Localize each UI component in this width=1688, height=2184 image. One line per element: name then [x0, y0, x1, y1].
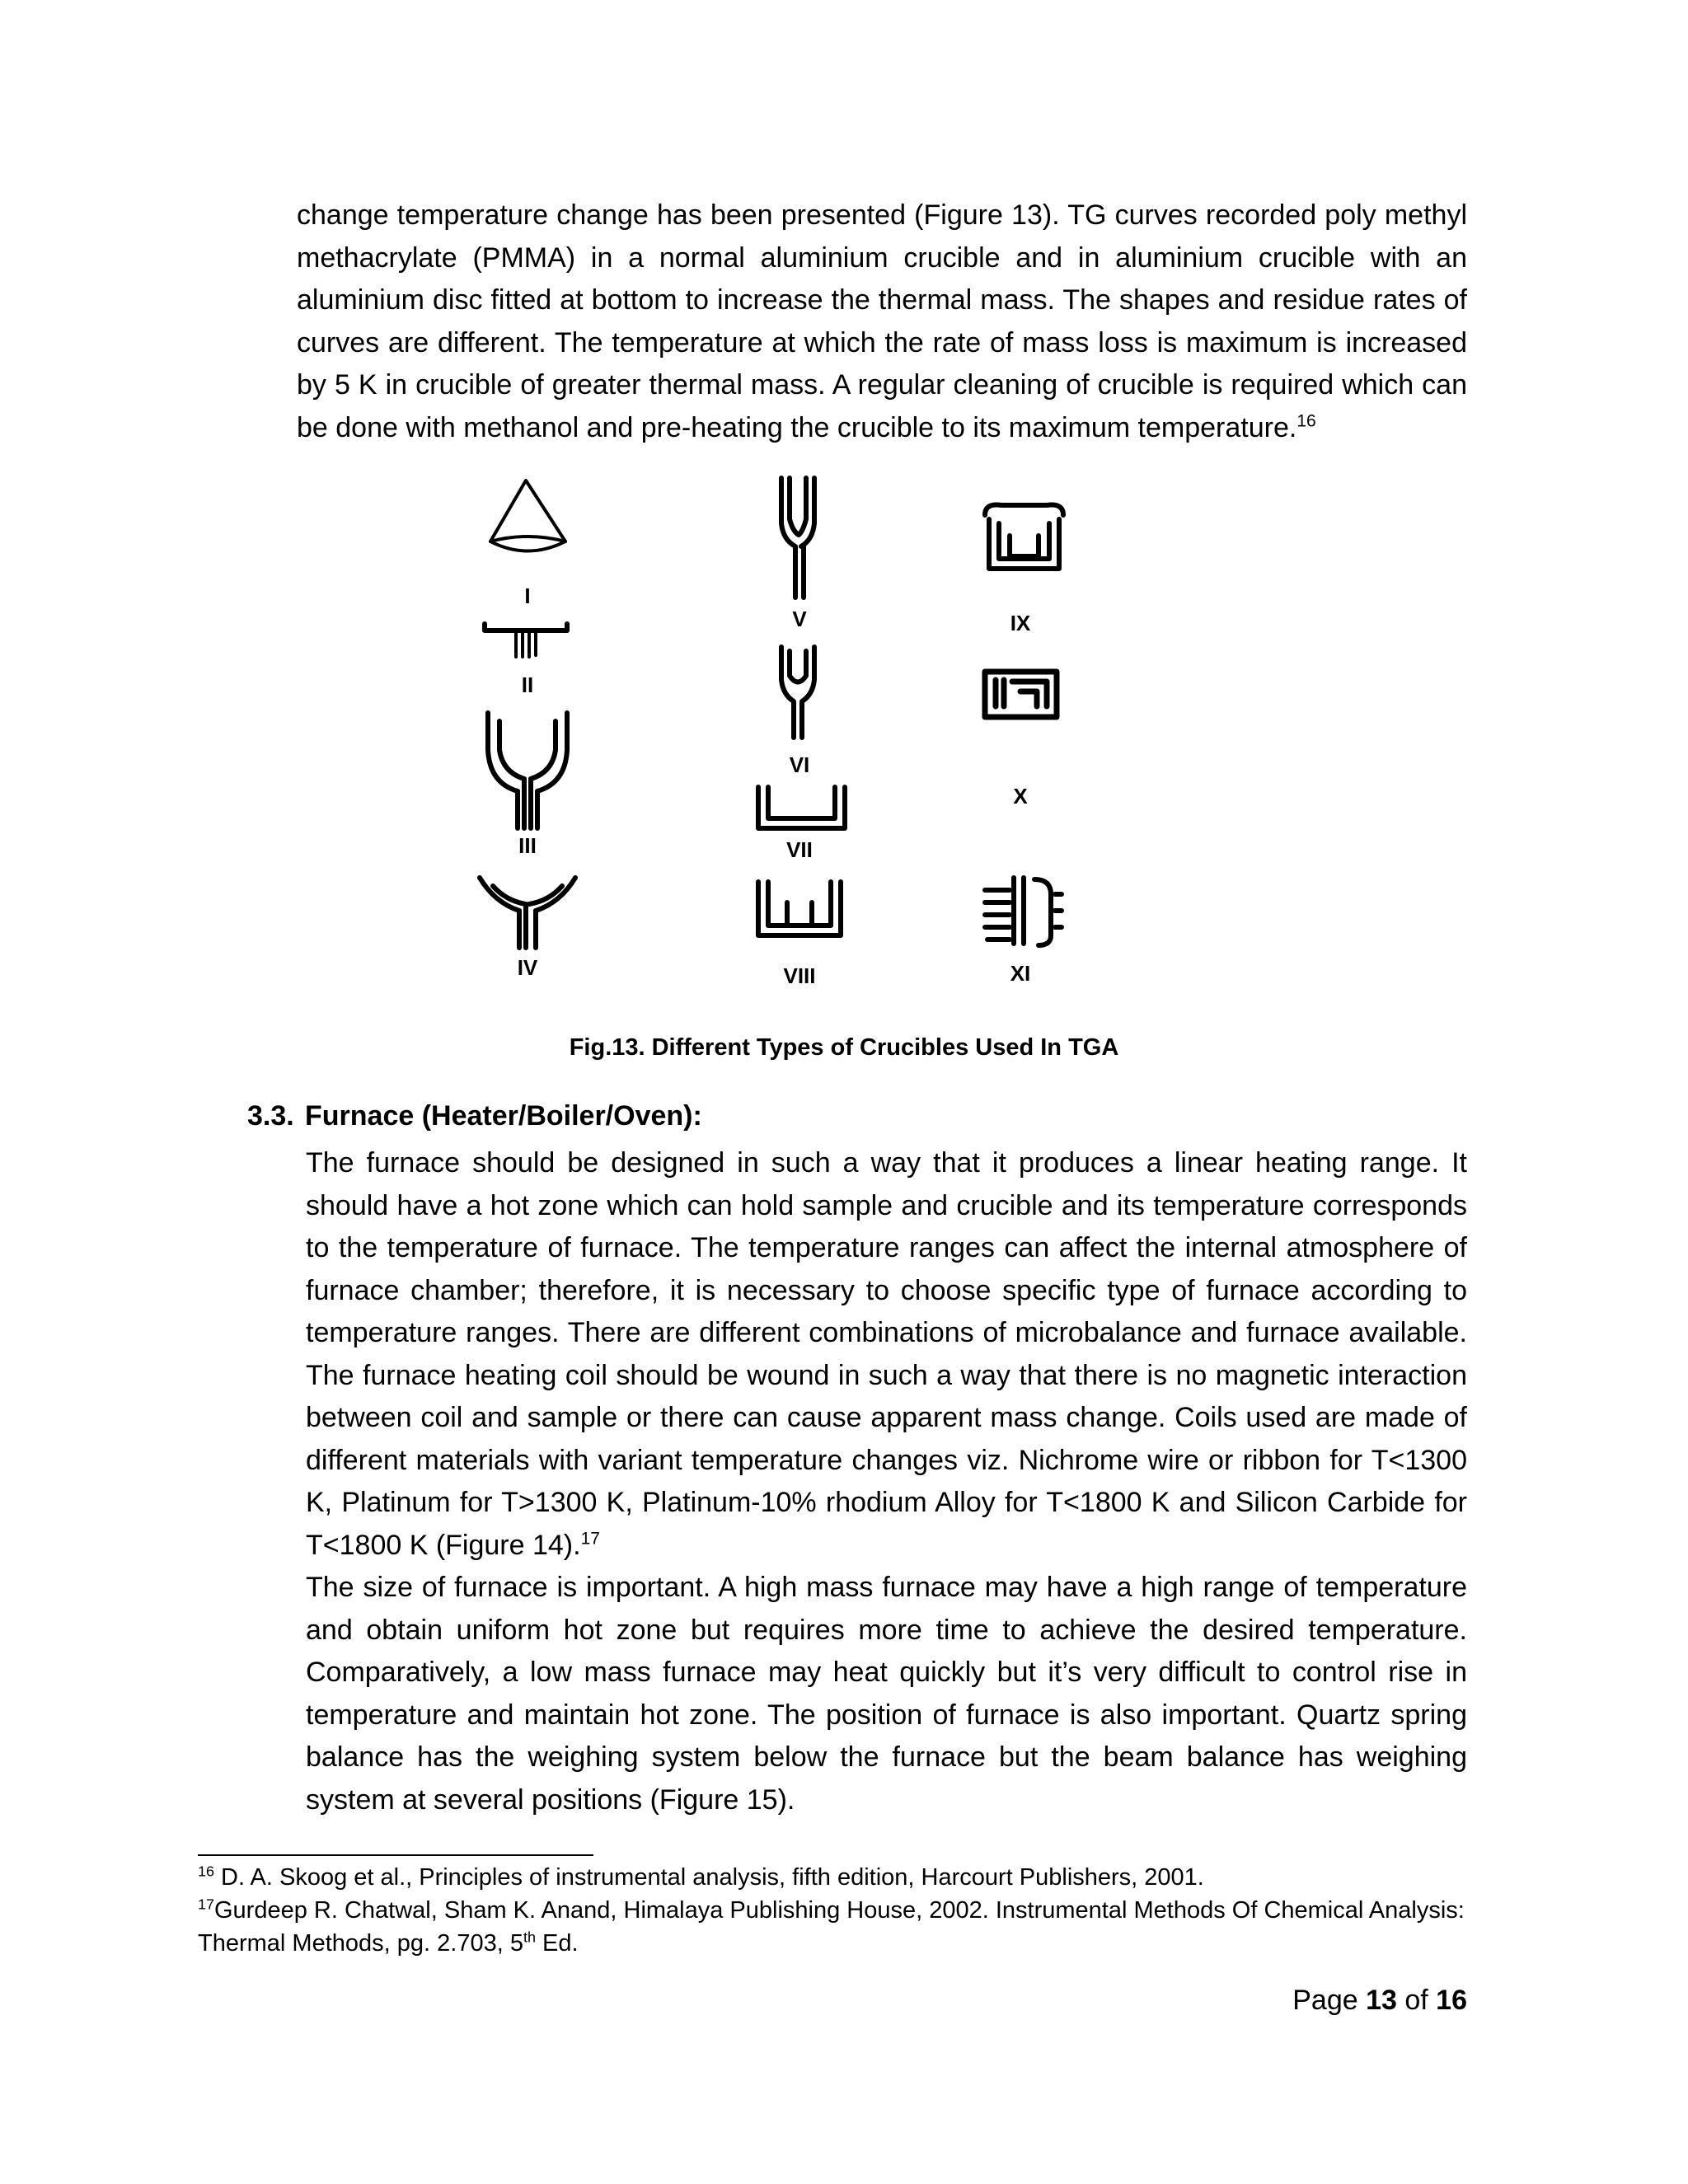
footnote-ref-17: 17 [580, 1529, 601, 1549]
crucible-ix [985, 505, 1063, 569]
page-total: 16 [1436, 1985, 1467, 2016]
label-v: V [792, 607, 807, 631]
section-heading [247, 1100, 702, 1132]
crucible-v [781, 478, 814, 598]
footnote-17-end: Ed. [535, 1930, 579, 1957]
page-current: 13 [1366, 1985, 1397, 2016]
label-vii: VII [786, 837, 813, 862]
furnace-paragraph-1-text: The furnace should be designed in such a way that it produces a linear heating range. It should have a hot zone which can hold sample and crucible and its temperature corresponds to the temperature of furnace. The temperature ranges can affect the internal atmosphere of furnace chamber; therefore, it is necessary to choose specific type of furnace according to temperature ranges. There are different combinations of microbalance and furnace available. The furnace heating coil should be wound in such a way that there is no magnetic interaction between coil and sample or there can cause apparent mass change. Coils used are made of different materials with variant temperature changes viz. Nichrome wire or ribbon for T<1300 K, Platinum for T>1300 K, Platinum-10% rhodium Alloy for T<1800 K and Silicon Carbide for T<1800 K (Figure 14). [306, 1147, 1467, 1561]
crucible-drawings [470, 474, 1212, 1001]
page-middle: of [1396, 1985, 1437, 2016]
furnace-paragraph-2: The size of furnace is important. A high mass furnace may have a high range of temperature and obtain uniform hot zone but requires more time to achieve the desired temperature. Comparatively, a low mass furnace may heat quickly but it’s very difficult to control rise in temperature and maintain hot zone. The position of furnace is also important. Quartz spring balance has the weighing system below the furnace but the beam balance has weighing system at several positions (Figure 15). [306, 1572, 1467, 1816]
crucible-vi [781, 647, 814, 738]
footnote-16 [198, 1861, 1484, 1894]
label-vi: VI [789, 752, 810, 777]
crucible-iv [480, 878, 575, 948]
label-iii: III [518, 833, 537, 858]
crucible-xi [985, 878, 1062, 945]
label-iv: IV [517, 955, 538, 980]
footnote-ref-16: 16 [1296, 411, 1316, 431]
label-xi: XI [1010, 961, 1031, 986]
section-title: Furnace (Heater/Boiler/Oven): [305, 1100, 702, 1132]
footnote-16-marker: 16 [198, 1863, 214, 1880]
label-i: I [524, 583, 531, 608]
furnace-paragraph-1 [306, 1142, 1467, 1567]
crucible-vii [758, 787, 845, 828]
page-number [1292, 1985, 1467, 2017]
label-viii: VIII [783, 963, 816, 988]
footnote-17-text: Gurdeep R. Chatwal, Sham K. Anand, Himalaya Publishing House, 2002. Instrumental Methods Of Chemical Analysis: Thermal Methods, pg. 2.703, 5 [198, 1897, 1465, 1957]
footnote-17-superscript: th [523, 1929, 536, 1946]
page-prefix: Page [1292, 1985, 1367, 2016]
crucible-ii [485, 624, 567, 657]
footnote-17 [198, 1894, 1484, 1960]
intro-paragraph-text: change temperature change has been presented (Figure 13). TG curves recorded poly methyl methacrylate (PMMA) in a normal aluminium crucible and in aluminium crucible with an aluminium disc fitted at bottom to increase the thermal mass. The shapes and residue rates of curves are different. The temperature at which the rate of mass loss is maximum is increased by 5 K in crucible of greater thermal mass. A regular cleaning of crucible is required which can be done with methanol and pre-heating the crucible to its maximum temperature. [297, 199, 1467, 443]
label-ii: II [521, 673, 534, 697]
footnote-divider [198, 1854, 593, 1856]
section-number: 3.3. [247, 1100, 294, 1132]
footnote-17-marker: 17 [198, 1896, 214, 1913]
footnote-16-text: D. A. Skoog et al., Principles of instrumental analysis, fifth edition, Harcourt Publishers, 2001. [214, 1864, 1204, 1891]
intro-paragraph [297, 194, 1467, 449]
label-ix: IX [1010, 611, 1031, 635]
crucible-iii [488, 713, 567, 828]
figure-caption: Fig.13. Different Types of Crucibles Used In TGA [569, 1034, 1119, 1061]
crucible-i [490, 480, 565, 551]
label-x: X [1013, 784, 1028, 808]
crucible-x [985, 672, 1057, 717]
crucible-viii [758, 882, 841, 935]
crucible-figure [470, 474, 1212, 1001]
